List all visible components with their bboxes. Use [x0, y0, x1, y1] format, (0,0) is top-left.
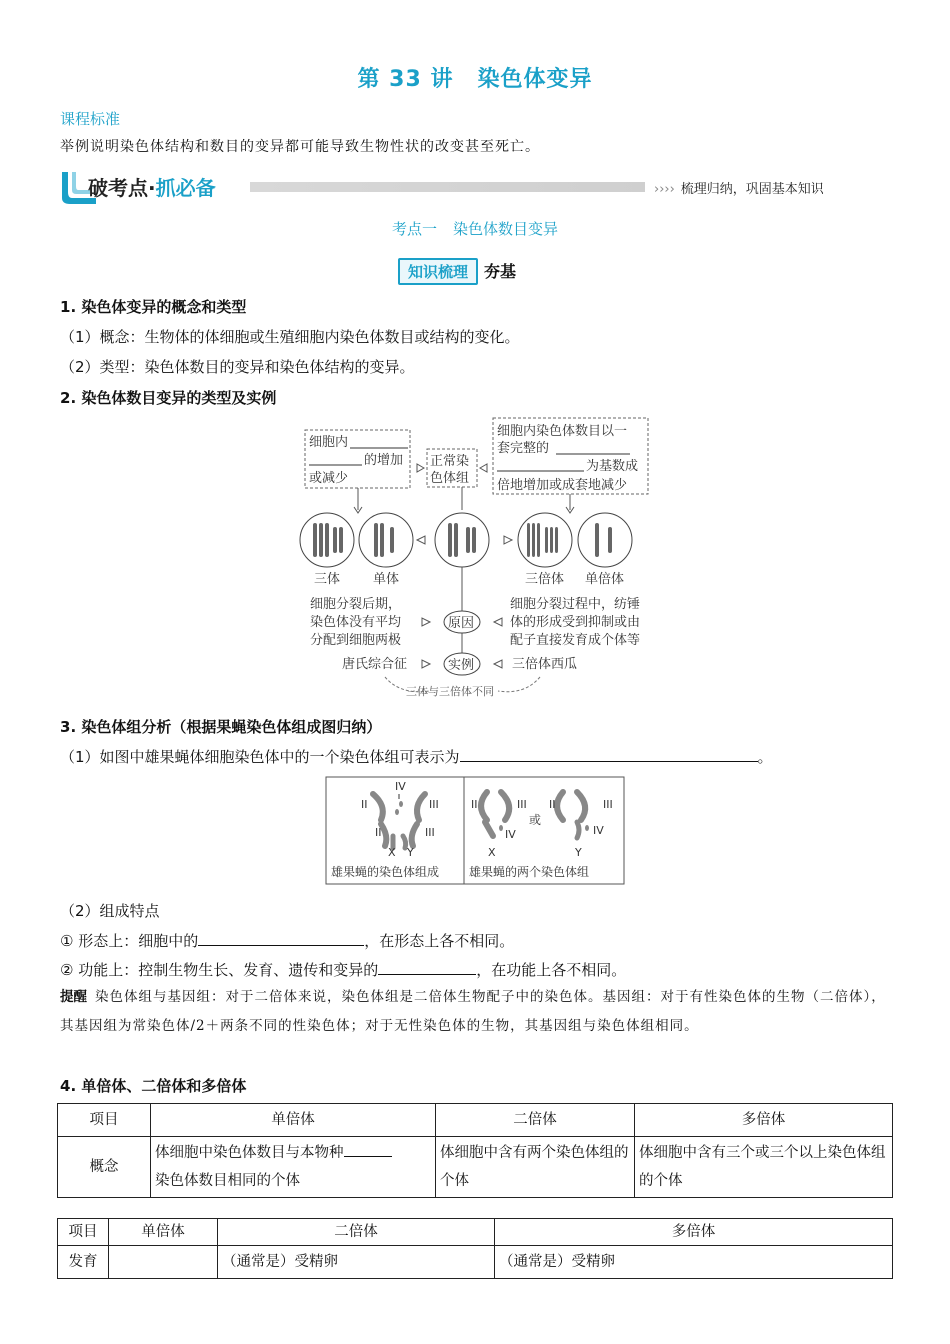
section-4-heading [60, 1075, 246, 1096]
section-1-num: 1 [60, 298, 71, 316]
banner-arrows: ›››› [654, 182, 675, 197]
left-label-x: X [388, 846, 396, 859]
cause-label: 原因 [448, 616, 475, 631]
cell-triploid [518, 513, 572, 567]
function-text-b: ，在功能上各不相同。 [476, 961, 627, 979]
t1-header-diploid: 二倍体 [436, 1104, 635, 1137]
t2-cell-polyploid: （通常是）受精卵 [495, 1246, 893, 1279]
section-3-question-end: 。 [757, 748, 773, 766]
kaodian-name: 染色体数目变异 [453, 220, 559, 238]
section-1-types: （2）类型：染色体数目的变异和染色体结构的变异。 [60, 358, 415, 376]
right-box-line-4: 倍地增加或成套地减少 [497, 478, 628, 493]
t1-header-item: 项目 [58, 1104, 151, 1137]
tip-label: 提醒 [60, 989, 87, 1005]
middle-box-line-2: 色体组 [430, 471, 470, 486]
left-label-y: Y [407, 846, 414, 859]
t1-haploid-text-a: 体细胞中染色体数目与本物种 [155, 1145, 344, 1161]
example-right: 三倍体西瓜 [512, 657, 578, 672]
morphology-text-a: ① 形态上：细胞中的 [60, 932, 199, 950]
kaodian-title [0, 218, 950, 239]
label-haploid: 单倍体 [585, 572, 625, 587]
section-4-title: . 单倍体、二倍体和多倍体 [70, 1077, 247, 1095]
cause-right-3: 配子直接发育成个体等 [510, 633, 641, 648]
left-label-iii-top: III [429, 798, 439, 811]
right-b-label-ii: II [549, 798, 556, 811]
example-left: 唐氏综合征 [342, 657, 408, 672]
answer-blank-2[interactable] [198, 931, 364, 946]
right-box-line-2: 套完整的 [497, 441, 550, 456]
t1-cell-diploid: 体细胞中含有两个染色体组的个体 [436, 1137, 635, 1198]
section-2-heading [60, 387, 276, 408]
section-4-num: 4 [60, 1077, 71, 1095]
t2-cell-haploid [109, 1246, 218, 1279]
t1-header-haploid: 单倍体 [151, 1104, 436, 1137]
t2-header-haploid: 单倍体 [109, 1219, 218, 1246]
or-label: 或 [529, 813, 542, 827]
label-triploid: 三倍体 [525, 572, 565, 587]
cell-normal [435, 513, 489, 567]
caption-right: 雄果蝇的两个染色体组 [469, 865, 590, 879]
right-a-label-ii: II [471, 798, 478, 811]
section-1-heading [60, 296, 246, 317]
t2-row-development: 发育 [58, 1246, 109, 1279]
table-development [57, 1218, 893, 1279]
fruit-fly-chromosome-diagram [325, 776, 625, 886]
section-3-question-text: （1）如图中雄果蝇体细胞染色体中的一个染色体组可表示为 [60, 748, 460, 766]
t2-header-item: 项目 [58, 1219, 109, 1246]
banner-bar [250, 182, 645, 192]
right-b-label-iv: IV [593, 824, 604, 837]
course-standard-label: 课程标准 [60, 110, 121, 128]
label-trisomy: 三体 [314, 572, 341, 587]
banner-title-b: 抓必备 [155, 176, 216, 200]
section-3-num: 3 [60, 718, 71, 736]
answer-blank-3[interactable] [378, 960, 476, 975]
right-a-label-iv: IV [505, 828, 516, 841]
t2-cell-diploid: （通常是）受精卵 [218, 1246, 495, 1279]
kaodian-label: 考点一 [391, 220, 437, 238]
right-box-line-3: 为基数成 [586, 459, 639, 474]
composition-heading: （2）组成特点 [60, 902, 160, 920]
tip-text: 染色体组与基因组：对于二倍体来说，染色体组是二倍体生物配子中的染色体。基因组：对于有性染色体的生物（二倍体），其基因组为常染色体/2＋两条不同的性染色体；对于无性染色体的生物，其基因组与染色体组相同。 [60, 989, 886, 1034]
t1-cell-haploid [151, 1137, 436, 1198]
left-box-line-1: 细胞内 [309, 435, 349, 450]
left-label-ii-bottom: II [375, 826, 382, 839]
cell-haploid [578, 513, 632, 567]
zhishi-tag-label: 知识梳理 [398, 258, 478, 285]
banner-subtitle [654, 178, 824, 197]
t2-header-diploid: 二倍体 [218, 1219, 495, 1246]
cause-left-2: 染色体没有平均 [310, 615, 402, 630]
banner-title-a: 破考点 [88, 176, 148, 200]
morphology-text-b: ，在形态上各不相同。 [364, 932, 515, 950]
tip-paragraph [60, 983, 892, 1041]
banner-title [88, 172, 216, 201]
left-label-iv: IV [395, 780, 406, 793]
chromosome-number-variation-diagram [290, 415, 670, 705]
right-b-label-iii: III [603, 798, 613, 811]
page-title [0, 62, 950, 93]
label-monosomy: 单体 [373, 572, 400, 587]
caption-left: 雄果蝇的染色体组成 [331, 865, 440, 879]
section-2-num: 2 [60, 389, 71, 407]
fly-chromosome-sets [471, 792, 613, 859]
t1-haploid-text-b: 染色体数目相同的个体 [155, 1173, 300, 1189]
section-1-title: . 染色体变异的概念和类型 [70, 298, 247, 316]
right-box-line-1: 细胞内染色体数目以一 [497, 424, 628, 439]
section-3-question [60, 746, 773, 767]
course-standard-text: 举例说明染色体结构和数目的变异都可能导致生物性状的改变甚至死亡。 [60, 139, 540, 155]
lecture-number: 第 33 讲 [357, 67, 454, 92]
cause-right-2: 体的形成受到抑制或由 [510, 615, 641, 630]
t1-cell-polyploid: 体细胞中含有三个或三个以上染色体组的个体 [635, 1137, 893, 1198]
table-concept [57, 1103, 893, 1198]
zhishi-tag [398, 258, 516, 284]
t1-row-concept: 概念 [58, 1137, 151, 1198]
morphology-line [60, 930, 514, 951]
right-b-label-y: Y [575, 846, 582, 859]
note-text: 三体与三倍体不同 [406, 685, 494, 698]
answer-blank-1[interactable] [460, 747, 758, 762]
cell-trisomy [300, 513, 354, 567]
banner-dot: · [148, 176, 156, 200]
banner-subtitle-text: 梳理归纳，巩固基本知识 [680, 182, 824, 197]
cause-left-3: 分配到细胞两极 [310, 633, 402, 648]
right-a-label-x: X [488, 846, 496, 859]
answer-blank-4[interactable] [344, 1142, 392, 1157]
zhishi-tag-tail: 夯基 [484, 262, 517, 281]
middle-box-line-1: 正常染 [430, 454, 470, 469]
right-a-label-iii: III [517, 798, 527, 811]
t1-header-polyploid: 多倍体 [635, 1104, 893, 1137]
fly-karyotype [361, 780, 439, 859]
function-text-a: ② 功能上：控制生物生长、发育、遗传和变异的 [60, 961, 379, 979]
cause-left-1: 细胞分裂后期， [310, 597, 402, 612]
cell-monosomy [359, 513, 413, 567]
left-box-line-2: 的增加 [364, 453, 404, 468]
left-label-ii-top: II [361, 798, 368, 811]
lecture-name: 染色体变异 [477, 67, 593, 92]
left-label-iii-bottom: III [425, 826, 435, 839]
section-3-title: . 染色体组分析（根据果蝇染色体组成图归纳） [70, 718, 382, 736]
section-1-concept: （1）概念：生物体的体细胞或生殖细胞内染色体数目或结构的变化。 [60, 328, 520, 346]
function-line [60, 959, 626, 980]
t2-header-polyploid: 多倍体 [495, 1219, 893, 1246]
example-label: 实例 [448, 658, 475, 673]
left-box-line-3: 或减少 [309, 471, 349, 486]
section-2-title: . 染色体数目变异的类型及实例 [70, 389, 277, 407]
section-3-heading [60, 716, 381, 737]
cause-right-1: 细胞分裂过程中，纺锤 [510, 597, 641, 612]
